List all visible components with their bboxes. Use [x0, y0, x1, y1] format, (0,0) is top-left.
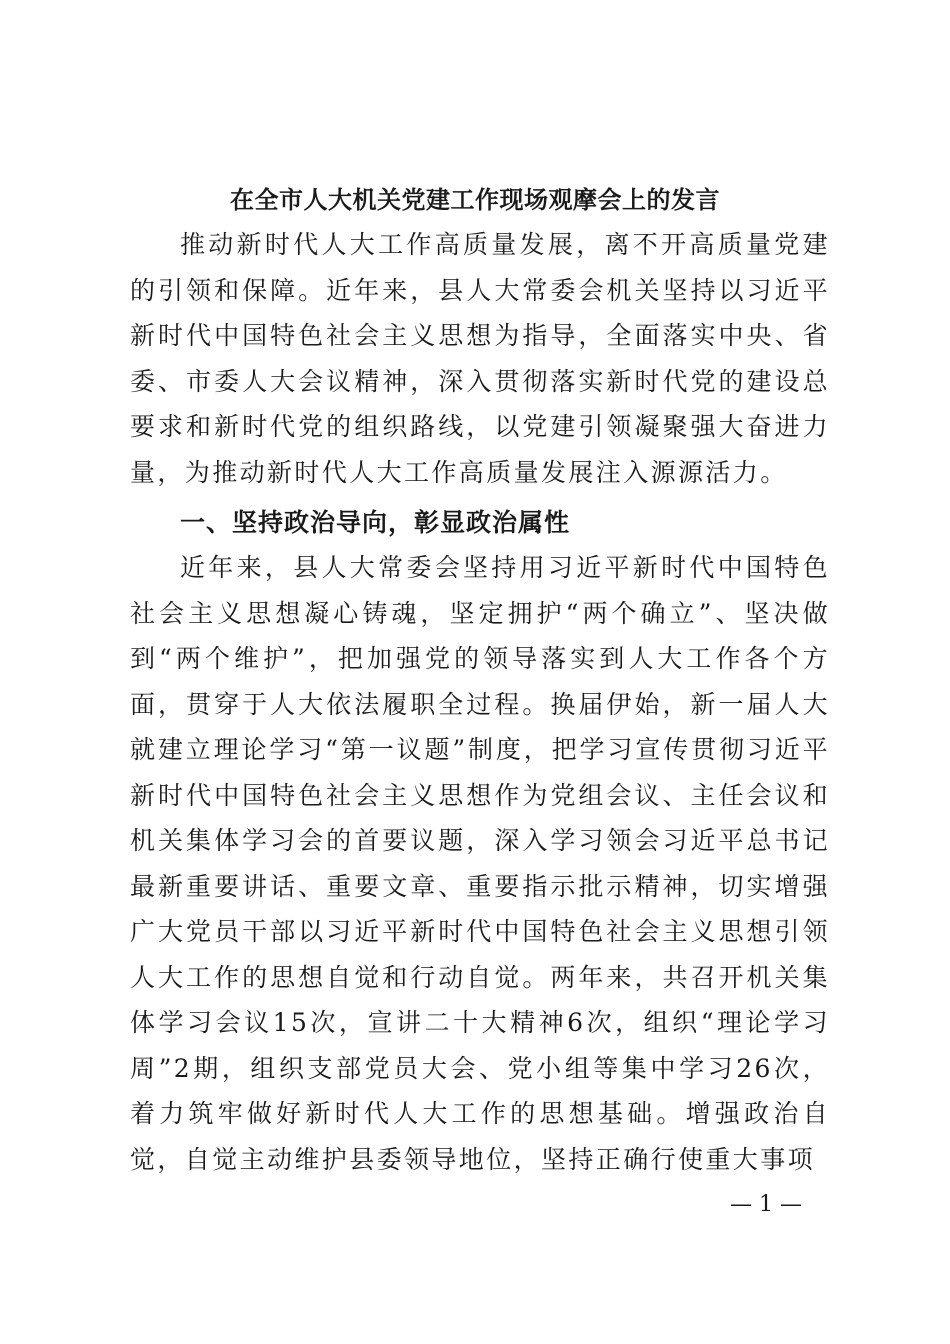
page-number: — 1 —	[730, 1192, 802, 1217]
intro-paragraph: 推动新时代人大工作高质量发展，离不开高质量党建的引领和保障。近年来，县人大常委会机关坚持以习近平新时代中国特色社会主义思想为指导，全面落实中央、省委、市委人大会议精神，深入贯彻落实新时代党的建设总要求和新时代党的组织路线，以党建引领凝聚强大奋进力量，为推动新时代人大工作高质量发展注入源源活力。	[130, 230, 830, 487]
section-paragraph: 近年来，县人大常委会坚持用习近平新时代中国特色社会主义思想凝心铸魂，坚定拥护“两个确立”、坚决做到“两个维护”，把加强党的领导落实到人大工作各个方面，贯穿于人大依法履职全过程。换届伊始，新一届人大就建立理论学习“第一议题”制度，把学习宣传贯彻习近平新时代中国特色社会主义思想作为党组会议、主任会议和机关集体学习会的首要议题，深入学习领会习近平总书记最新重要讲话、重要文章、重要指示批示精神，切实增强广大党员干部以习近平新时代中国特色社会主义思想引领人大工作的思想自觉和行动自觉。两年来，共召开机关集体学习会议15次，宣讲二十大精神6次，组织“理论学习周”2期，组织支部党员大会、党小组等集中学习26次，着力筑牢做好新时代人大工作的思想基础。增强政治自觉，自觉主动维护县委领导地位，坚持正确行使重大事项	[130, 553, 830, 1174]
document-title: 在全市人大机关党建工作现场观摩会上的发言	[230, 185, 720, 214]
section-heading: 一、坚持政治导向，彰显政治属性	[180, 508, 571, 537]
